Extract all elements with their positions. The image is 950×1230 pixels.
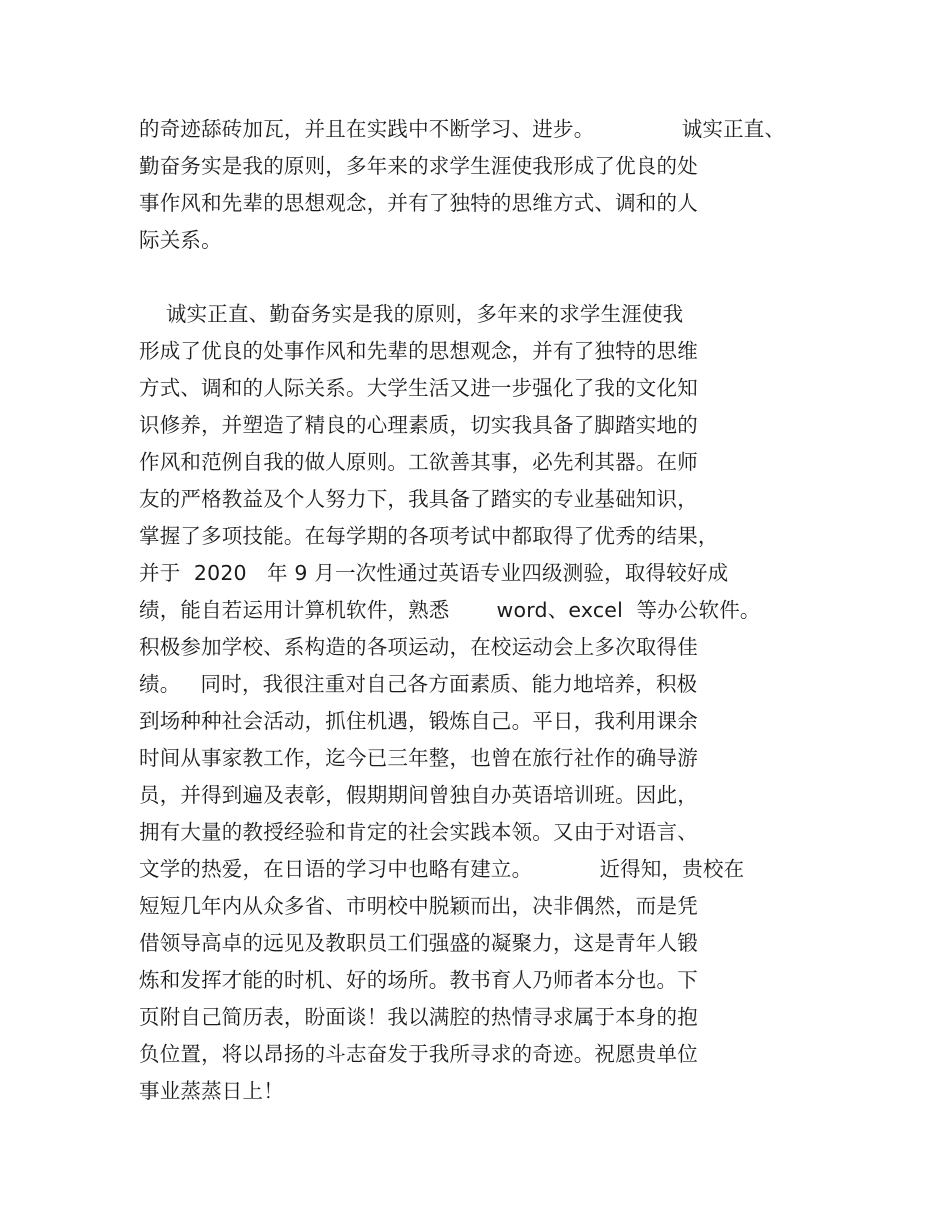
- text-line: 短短几年内从众多省、市明校中脱颖而出，决非偶然，而是凭: [139, 894, 698, 918]
- text-line: 掌握了多项技能。在每学期的各项考试中都取得了优秀的结果，: [139, 524, 719, 548]
- text-line: 文学的热爱，在日语的学习中也略有建立。 近得知，贵校在: [139, 857, 745, 881]
- text-line: 时间从事家教工作，迄今已三年整，也曾在旅行社作的确导游: [139, 746, 698, 770]
- text-line: 事作风和先辈的思想观念，并有了独特的思维方式、调和的人: [139, 191, 698, 215]
- text-line: 员，并得到遍及表彰，假期期间曾独自办英语培训班。因此，: [139, 783, 698, 807]
- text-line: 绩，能自若运用计算机软件，熟悉 word、excel 等办公软件。: [139, 598, 761, 622]
- text-line: 识修养，并塑造了精良的心理素质，切实我具备了脚踏实地的: [139, 413, 698, 437]
- text-line: 形成了优良的处事作风和先辈的思想观念，并有了独特的思维: [139, 339, 698, 363]
- text-line: 借领导高卓的远见及教职员工们强盛的凝聚力，这是青年人锻: [139, 931, 698, 955]
- text-line: 负位置，将以昂扬的斗志奋发于我所寻求的奇迹。祝愿贵单位: [139, 1042, 698, 1066]
- text-line: 际关系。: [139, 228, 222, 252]
- text-line: 拥有大量的教授经验和肯定的社会实践本领。又由于对语言、: [139, 820, 698, 844]
- text-line: 作风和范例自我的做人原则。工欲善其事，必先利其器。在师: [139, 450, 698, 474]
- text-line: 并于 2020 年 9 月一次性通过英语专业四级测验，取得较好成: [139, 561, 729, 585]
- text-line: 到场种种社会活动，抓住机遇，锻炼自己。平日，我利用课余: [139, 709, 698, 733]
- text-line: 友的严格教益及个人努力下，我具备了踏实的专业基础知识，: [139, 487, 698, 511]
- text-line: 积极参加学校、系构造的各项运动，在校运动会上多次取得佳: [139, 635, 698, 659]
- text-line: 绩。 同时，我很注重对自己各方面素质、能力地培养，积极: [139, 672, 698, 696]
- text-line: 事业蒸蒸日上！: [139, 1079, 284, 1103]
- text-line: 诚实正直、勤奋务实是我的原则，多年来的求学生涯使我: [139, 302, 684, 326]
- text-line: 勤奋务实是我的原则，多年来的求学生涯使我形成了优良的处: [139, 154, 698, 178]
- text-line: 页附自己简历表，盼面谈！我以满腔的热情寻求属于本身的抱: [139, 1005, 698, 1029]
- text-line: 炼和发挥才能的时机、好的场所。教书育人乃师者本分也。下: [139, 968, 698, 992]
- text-line: 方式、调和的人际关系。大学生活又进一步强化了我的文化知: [139, 376, 698, 400]
- text-line: 的奇迹舔砖加瓦，并且在实践中不断学习、进步。 诚实正直、: [139, 117, 786, 141]
